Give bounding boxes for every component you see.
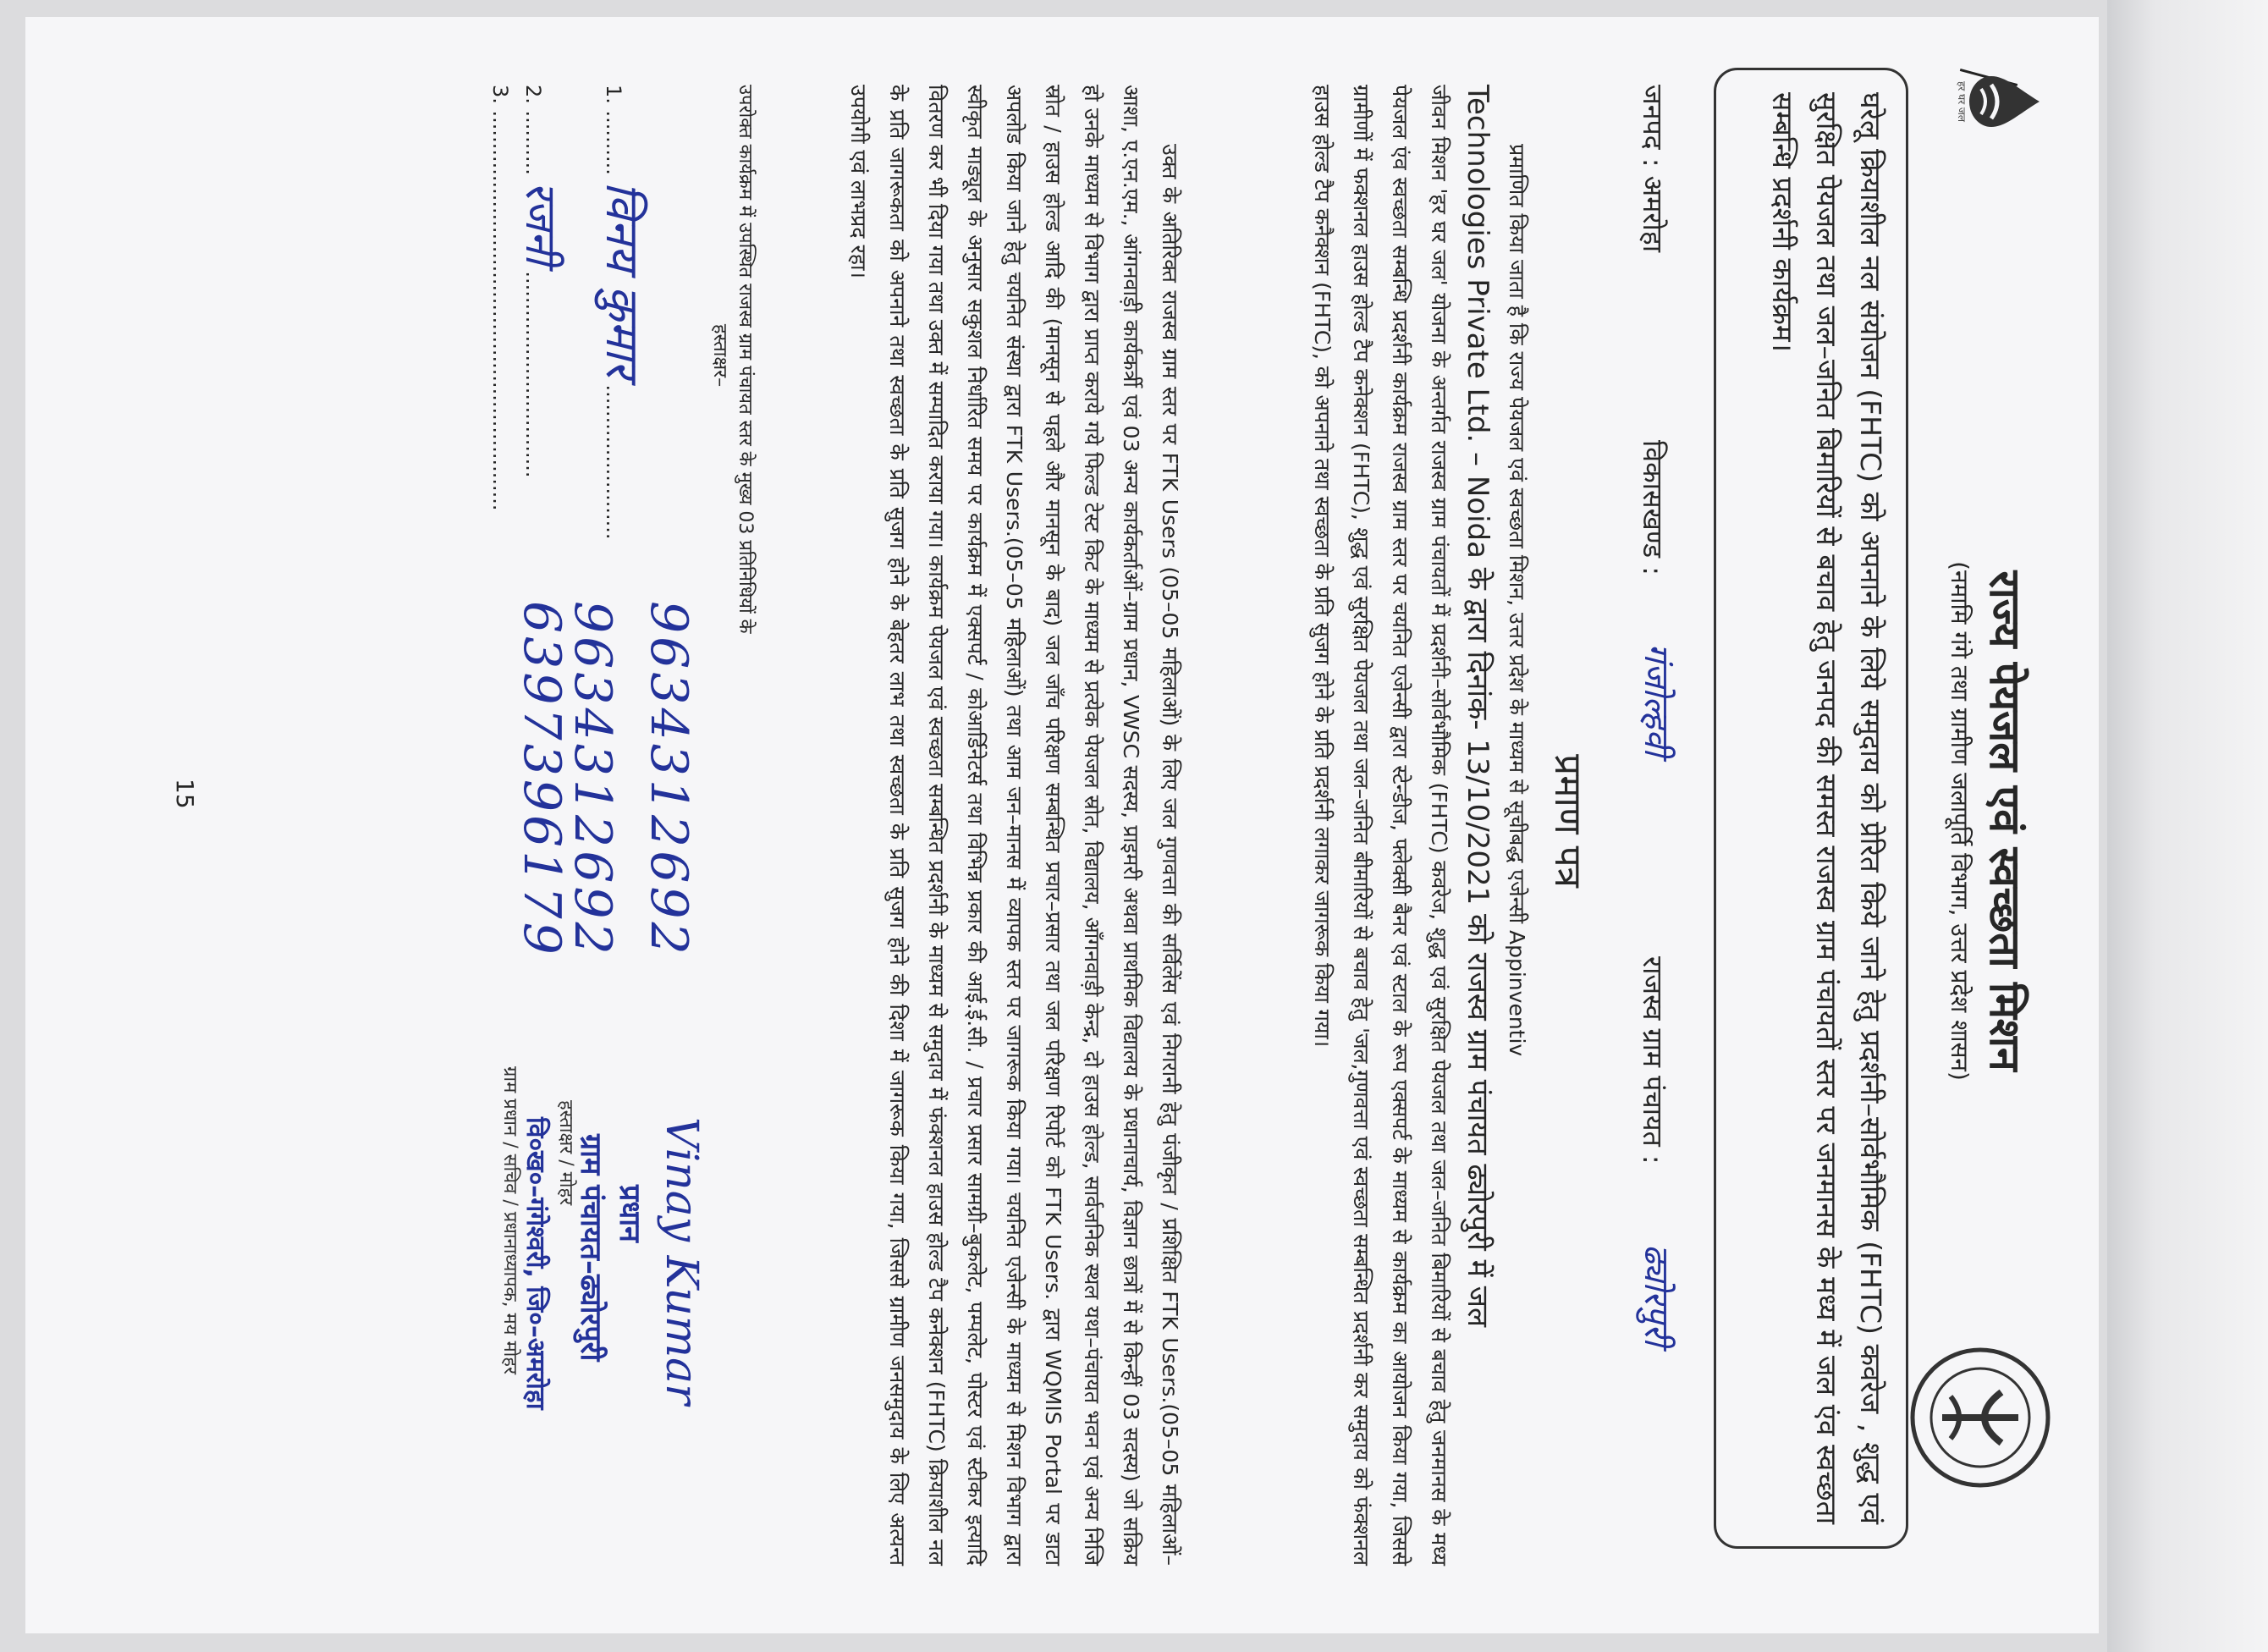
document-page: [13, 25, 2078, 1616]
page-subtitle: (नमामि गंगे तथा ग्रामीण जलापूर्ति विभाग, उत्तर प्रदेश शासन): [1946, 561, 1973, 1081]
stamp-line-2: ग्राम पंचायत–ढ्योरपुरी: [574, 1134, 608, 1362]
signatories-intro-text: उपरोक्त कार्यक्रम में उपस्थित राजस्व ग्राम पंचायत स्तर के मुख्य 03 प्रतिनिधियों के: [735, 85, 756, 634]
stamp-caption-1: हस्ताक्षर / मोहर: [555, 1100, 576, 1206]
paragraph-1-lead: प्रमाणित किया जाता है कि राज्य पेयजल एवं स्वच्छता मिशन, उत्तर प्रदेश के माध्यम से सूचीबद्ध एजेन्सी Appinventiv: [1505, 144, 1529, 1057]
signatories-intro: [707, 85, 757, 634]
location-fields: [1612, 85, 1676, 1566]
signatory-row-3: 3. ..............................................................: [488, 85, 512, 511]
up-government-seal: [1908, 1346, 2052, 1490]
block-value: गंजोल्हवी: [1637, 643, 1676, 757]
signatory-row-1-number: 1.: [602, 85, 625, 104]
panchayat-value: ढ्योरपुरी: [1637, 1244, 1676, 1346]
panchayat-label: राजस्व ग्राम पंचायत :: [1637, 956, 1669, 1165]
signatory-2-name: रजनी: [516, 181, 565, 265]
signatory-row-2: 2. .......... रजनी ................................: [516, 85, 565, 478]
page-number: 15: [171, 779, 199, 809]
signatory-1-name: विनय कुमार: [596, 181, 649, 378]
paragraph-1-body: जीवन मिशन 'हर घर जल' योजना के अन्तर्गत राजस्व ग्राम पंचायतों में प्रदर्शनी–सोर्वभौमिक (FHTC) कवरेज, शुद्ध एवं सुरक्षित पेयजल तथा जल–जनित बिमारियों से बचाव हेतु जनमानस के मध्य पेयजल एंव स्वच्छता सम्बन्धि प्रदर्शनी कार्यक्रम राजस्व ग्राम स्तर पर चयनित एजेन्सी द्वारा स्टेन्डीज, फ्लेक्सी बैनर एवं स्टाल के रूप एक्सपर्ट के माध्यम से कार्यक्रम का आयोजन किया गया, जिससे ग्रामीणों में फक्शनल हाउस होल्ड टैप कनेक्शन (FHTC), शुद्ध एवं सुरक्षित पेयजल तथा जल–जनित बीमारियों से बचाव हेतु 'जल,गुणवत्ता एवं स्वच्छता सम्बन्धित प्रदर्शनी कर समुदाय को फंक्शनल हाउस होल्ड टैप कनैक्शन (FHTC), को अपनाने तथा स्वच्छता के प्रति सुजग होने के प्रति प्रदर्शनी लगाकर जागरूक किया गया।: [1310, 85, 1451, 1566]
signatory-row-3-number: 3.: [488, 85, 512, 104]
signatory-row-2-number: 2.: [521, 85, 545, 104]
pradhan-signature: Vinay Kumar: [656, 1117, 707, 1406]
signatories-label: हस्ताक्षर–: [709, 323, 730, 388]
state-emblem-icon: [1908, 1346, 2052, 1490]
block-label: विकासखण्ड :: [1637, 440, 1669, 576]
certificate-title: प्रमाण पत्र: [1546, 754, 1589, 888]
stamp-line-3: वि०ख०–गंगेश्वरी, जि०–अमरोहा: [520, 1117, 550, 1410]
signatory-row-1: 1. .......... विनय कुमार ........................: [596, 85, 649, 540]
pradhan-stamp: [487, 1066, 707, 1506]
programme-description-box: घरेलू क्रियाशील नल संयोजन (FHTC) को अपनाने के लिये समुदाय को प्रेरित किये जाने हेतु प्रदर्शनी–सोर्वभौमिक (FHTC) कवरेज , शुद्ध एवं सुरक्षित पेयजल तथा जल–जनित बिमारियों से बचाव हेतु जनपद की समस्त राजस्व ग्राम पंचायतों स्तर पर जनमानस के मध्य में जल एंव स्वच्छता सम्बन्धि प्रदर्शनी कार्यक्रम।: [1714, 68, 1908, 1549]
paragraph-1-company-line: Technologies Private Ltd. – Noida के द्वारा दिनांक- 13/10/2021 को राजस्व ग्राम पंचायत ढ्योरपुरी में जल: [1461, 85, 1495, 1328]
certificate-paragraph-1: [1302, 85, 1536, 1566]
stamp-caption-2: ग्राम प्रधान / सचिव / प्रधानाध्यापक, मय मोहर: [499, 1066, 520, 1374]
scan-edge: [2107, 0, 2268, 1652]
signatory-2-phone: 9634312692: [563, 601, 622, 958]
page-title: राज्य पेयजल एवं स्वच्छता मिशन: [1980, 570, 2029, 1071]
signatory-1-phone: 9634312692: [639, 601, 698, 958]
signatory-3-phone: 6397396179: [512, 601, 571, 958]
stamp-line-1: प्रधान: [613, 1185, 647, 1242]
district-label: जनपद : अमरोहा: [1637, 85, 1669, 253]
logo-caption: हर घर जल: [1956, 81, 1968, 122]
certificate-paragraph-2: उक्त के अतिरिक्त राजस्व ग्राम स्तर पर FTK Users (05–05 महिलाओं) के लिए जल गुणवत्ता की सर्विलेंस एवं निगरानी हेतु पंजीकृत / प्रशिक्षित FTK Users.(05–05 महिलाओं–आशा, ए.एन.एम., आंगनवाड़ी कार्यकर्त्री एवं 03 अन्य कार्यकर्ताओं–ग्राम प्रधान, VWSC सदस्य, प्राइमरी अथवा प्राथमिक विद्यालय के प्रधानाचार्य, विज्ञान छात्रों में से किन्हीं 03 सदस्य) जो सक्रिय हो उनके माध्यम से विभाग द्वारा प्राप्त कराये गये फिल्ड टेस्ट किट के माध्यम से प्रत्येक पेयजल स्रोत, विद्यालय, आँगनवाड़ी केन्द्र, दो हाउस होल्ड, सार्वजनिक स्थल यथा–पंचायत भवन एवं अन्य निजि स्रोत / हाउस होल्ड आदि की (मानसून से पहले और मानसून के बाद) जल जाँच परिक्षण सम्बन्धित प्रचार–प्रसार तथा जल परिक्षण रिपोर्ट को FTK Users. द्वारा WQMIS Portal पर डाटा अपलोड किया जाने हेतु चयनित संस्था द्वारा FTK Users.(05–05 महिलाओं) तथा आम जन–मानस में व्यापक स्तर पर जागरूक किया गया। चयनित एजेन्सी के माध्यम से मिशन विभाग द्वारा स्वीकृत माड्यूल के अनुसार सकुशल निर्धारित समय पर कार्यक्रम में एक्सपर्ट / कोआर्डिनेटर्स तथा विभिन्न प्रकार की आई.ई.सी. / प्रचार प्रसार सामग्री–बुकलेट, पम्पलेट, पोस्टर एवं स्टीकर इत्यादि वितरण कर भी दिया गया तथा उक्त में सम्पादित कराया गया। कार्यक्रम पेयजल एवं स्वच्छता सम्बन्धित प्रदर्शनी के माध्यम से समुदाय में फंक्शनल हाउस होल्ड टैप कनेक्शन (FHTC) क्रियाशील नल के प्रति जागरूकता को अपनाने तथा स्वच्छता के प्रति सुजग होने के बेहतर लाभ तथा स्वच्छता के प्रति सुजग होने की दिशा में जागरूक किया गया, जिससे ग्रामीण जनसमुदाय के लिए अत्यन्त उपयोगी एवं लाभप्रद रहा।: [846, 85, 1182, 1566]
